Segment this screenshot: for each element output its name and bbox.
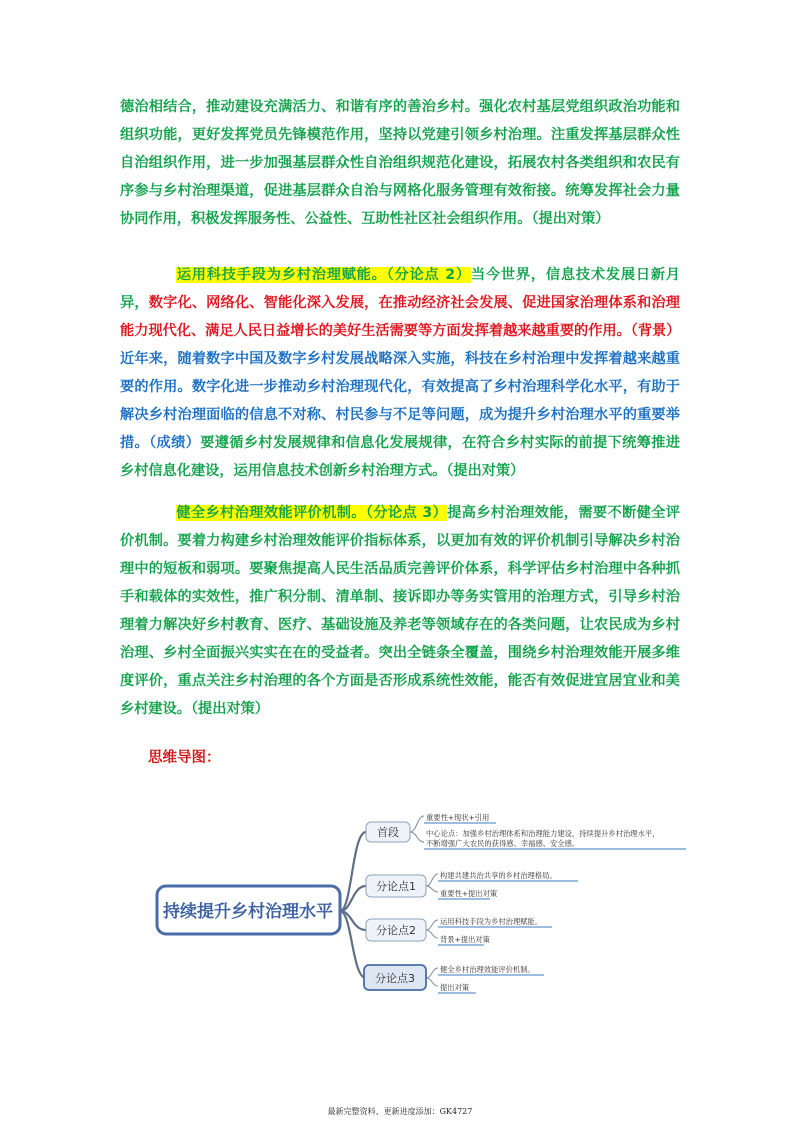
paragraph-2 — [120, 261, 680, 485]
mindmap-title: 思维导图： — [148, 750, 221, 766]
mindmap-node-intro — [366, 822, 410, 842]
paragraph-2-countermeasure: 要遵循乡村发展规律和信息化发展规律，在符合乡村实际的前提下统筹推进乡村信息化建设，运用信息技术创新乡村治理方式。（提出对策） — [120, 435, 680, 479]
mindmap-node-point-3-label: 分论点3 — [375, 972, 415, 985]
paragraph-2-heading: 运用科技手段为乡村治理赋能。（分论点 2） — [176, 267, 471, 283]
mindmap-leaf-point-2-a: 运用科技手段为乡村治理赋能。 — [440, 917, 543, 926]
paragraph-3-heading: 健全乡村治理效能评价机制。（分论点 3） — [176, 505, 448, 521]
paragraph-2-background: 数字化、网络化、智能化深入发展，在推动经济社会发展、促进国家治理体系和治理能力现代化、满足人民日益增长的美好生活需要等方面发挥着越来越重要的作用。（背景） — [120, 295, 681, 339]
mindmap-leaf-point-1-b: 重要性+提出对策 — [440, 889, 498, 898]
mindmap-root-node — [157, 886, 340, 934]
mindmap-root-label: 持续提升乡村治理水平 — [163, 902, 333, 922]
paragraph-3 — [120, 499, 680, 723]
mindmap-leaf-point-2-b: 背景+提出对策 — [440, 935, 490, 944]
mindmap — [140, 790, 700, 1010]
mindmap-leaf-intro-3: 不断增强广大农民的获得感、幸福感、安全感。 — [426, 839, 580, 848]
mindmap-connectors — [340, 832, 366, 978]
mindmap-node-point-1 — [366, 875, 426, 897]
paragraph-3-text: 提高乡村治理效能，需要不断健全评价机制。要着力构建乡村治理效能评价指标体系，以更加有效的评价机制引导解决乡村治理中的短板和弱项。要聚焦提高人民生活品质完善评价体系，科学评估乡村治理中各种抓手和载体的实效性，推广积分制、清单制、接诉即办等务实管用的治理方式，引导乡村治理着力解决好乡村教育、医疗、基础设施及养老等领域存在的各类问题，让农民成为乡村治理、乡村全面振兴实实在在的受益者。突出全链条全覆盖，围绕乡村治理效能开展多维度评价，重点关注乡村治理的各个方面是否形成系统性效能，能否有效促进宜居宜业和美乡村建设。（提出对策） — [120, 505, 680, 717]
mindmap-leaf-intro-2: 中心论点：加强乡村治理体系和治理能力建设，持续提升乡村治理水平， — [426, 829, 660, 838]
mindmap-node-point-2 — [366, 919, 426, 941]
paragraph-2-intro: 当今世界，信息技术发展日新月异， — [120, 267, 680, 311]
mindmap-node-point-2-label: 分论点2 — [376, 924, 416, 937]
paragraph-2-achievement: 近年来，随着数字中国及数字乡村发展战略深入实施，科技在乡村治理中发挥着越来越重要的作用。数字化进一步推动乡村治理现代化，有效提高了乡村治理科学化水平，有助于解决乡村治理面临的信息不对称、村民参与不足等问题，成为提升乡村治理水平的重要举措。（成绩） — [120, 351, 680, 451]
mindmap-leaf-point-1-a: 构建共建共治共享的乡村治理格局。 — [440, 871, 557, 880]
mindmap-leaf-point-3-a: 健全乡村治理效能评价机制。 — [440, 965, 535, 974]
footer-note: 最新完整资料、更新进度添加：GK4727 — [327, 1107, 473, 1116]
mindmap-leaf-point-3-b: 提出对策 — [440, 983, 470, 992]
mindmap-node-point-1-label: 分论点1 — [376, 880, 416, 893]
mindmap-leaf-intro-1: 重要性+现状+引用 — [426, 813, 490, 822]
paragraph-1-text: 德治相结合，推动建设充满活力、和谐有序的善治乡村。强化农村基层党组织政治功能和组织功能，更好发挥党员先锋模范作用，坚持以党建引领乡村治理。注重发挥基层群众性自治组织作用，进一步加强基层群众性自治组织规范化建设，拓展农村各类组织和农民有序参与乡村治理渠道，促进基层群众自治与网格化服务管理有效衔接。统筹发挥社会力量协同作用，积极发挥服务性、公益性、互助性社区社会组织作用。（提出对策） — [120, 99, 680, 227]
mindmap-node-intro-label: 首段 — [377, 826, 399, 839]
paragraph-1 — [120, 93, 680, 233]
mindmap-node-point-3 — [364, 965, 426, 990]
